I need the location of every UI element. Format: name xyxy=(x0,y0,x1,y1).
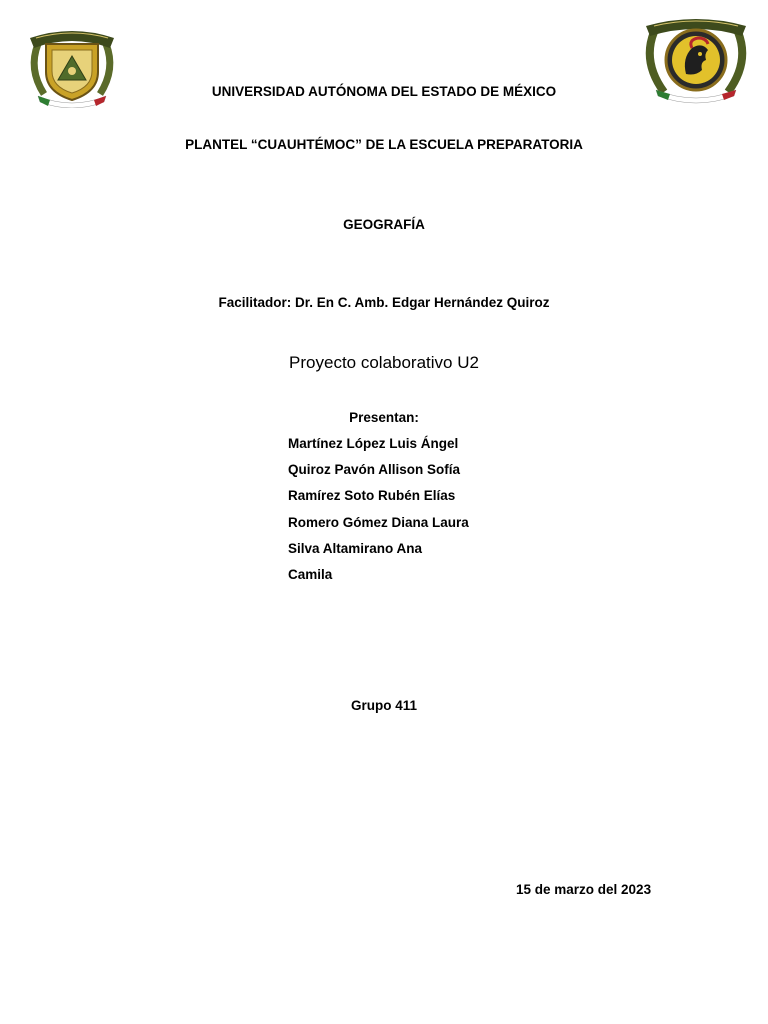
presenter-name: Silva Altamirano Ana xyxy=(288,541,423,556)
facilitator-line: Facilitador: Dr. En C. Amb. Edgar Hernández Quiroz xyxy=(218,295,550,310)
presenters-label: Presentan: xyxy=(349,410,419,425)
project-title: Proyecto colaborativo U2 xyxy=(289,353,479,372)
presenter-name: Martínez López Luis Ángel xyxy=(288,436,459,451)
document-date: 15 de marzo del 2023 xyxy=(516,882,652,897)
presenter-name: Ramírez Soto Rubén Elías xyxy=(288,488,456,503)
subject-title: GEOGRAFÍA xyxy=(343,217,425,232)
campus-name: PLANTEL “CUAUHTÉMOC” DE LA ESCUELA PREPARATORIA xyxy=(185,137,583,152)
group-label: Grupo 411 xyxy=(350,698,418,713)
university-name: UNIVERSIDAD AUTÓNOMA DEL ESTADO DE MÉXICO xyxy=(211,84,557,99)
presenter-name: Quiroz Pavón Allison Sofía xyxy=(288,462,461,477)
presenter-name: Camila xyxy=(288,567,333,582)
presenter-name: Romero Gómez Diana Laura xyxy=(288,515,469,530)
